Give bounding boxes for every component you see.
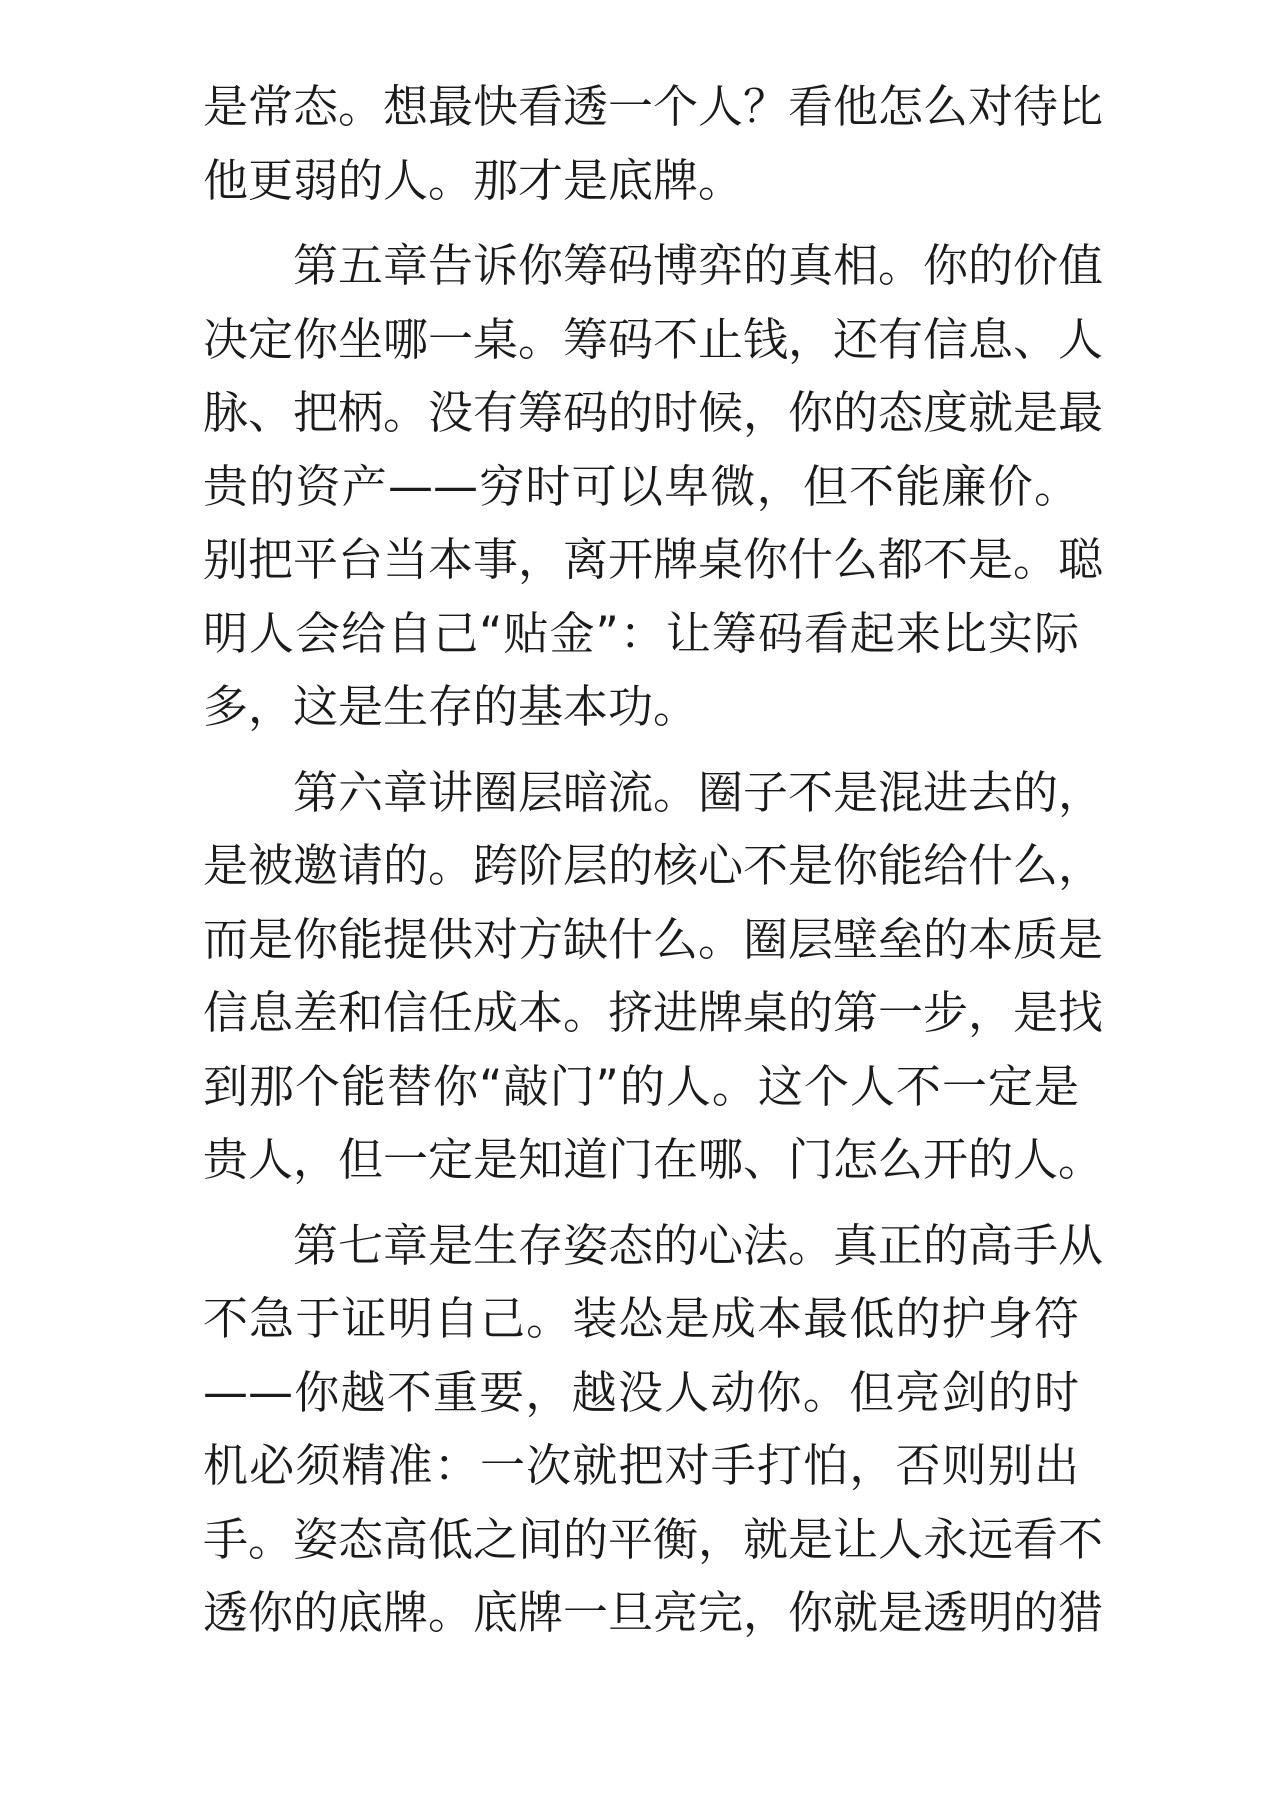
- paragraph-4: [203, 1209, 1104, 1650]
- text-line: 第六章讲圈层暗流。圈子不是混进去的，: [293, 765, 1104, 819]
- text-line: 第七章是生存姿态的心法。真正的高手从: [293, 1218, 1104, 1272]
- text-line: 机必须精准：一次就把对手打怕，否则别出: [203, 1439, 1079, 1492]
- text-line: ——你越不重要，越没人动你。但亮剑的时: [203, 1365, 1079, 1419]
- text-line: 是被邀请的。跨阶层的核心不是你能给什么，: [203, 839, 1104, 892]
- text-line: 贵的资产——穷时可以卑微，但不能廉价。: [203, 459, 1079, 513]
- text-line: 到那个能替你“敲门”的人。这个人不一定是: [203, 1059, 1079, 1113]
- text-line: 不急于证明自己。装怂是成本最低的护身符: [203, 1292, 1079, 1345]
- text-line: 透你的底牌。底牌一旦亮完，你就是透明的猎: [203, 1586, 1104, 1639]
- text-line: 别把平台当本事，离开牌桌你什么都不是。聪: [203, 533, 1104, 586]
- text-line: 决定你坐哪一桌。筹码不止钱，还有信息、人: [203, 312, 1104, 366]
- text-line: 他更弱的人。那才是底牌。: [203, 153, 744, 207]
- paragraph-2: [203, 229, 1104, 744]
- paragraph-3: [203, 756, 1104, 1197]
- paragraph-1: [203, 70, 1104, 217]
- text-line: 脉、把柄。没有筹码的时候，你的态度就是最: [203, 386, 1104, 439]
- text-line: 信息差和信任成本。挤进牌桌的第一步，是找: [203, 986, 1104, 1039]
- text-line: 明人会给自己“贴金”：让筹码看起来比实际: [203, 606, 1079, 660]
- text-line: 第五章告诉你筹码博弈的真相。你的价值: [293, 239, 1104, 292]
- text-line: 多，这是生存的基本功。: [203, 680, 699, 733]
- text-line: 贵人，但一定是知道门在哪、门怎么开的人。: [203, 1133, 1104, 1186]
- text-line: 而是你能提供对方缺什么。圈层壁垒的本质是: [203, 912, 1104, 966]
- text-column: [203, 70, 1104, 1662]
- text-line: 是常态。想最快看透一个人？看他怎么对待比: [203, 80, 1104, 133]
- text-line: 手。姿态高低之间的平衡，就是让人永远看不: [203, 1512, 1104, 1566]
